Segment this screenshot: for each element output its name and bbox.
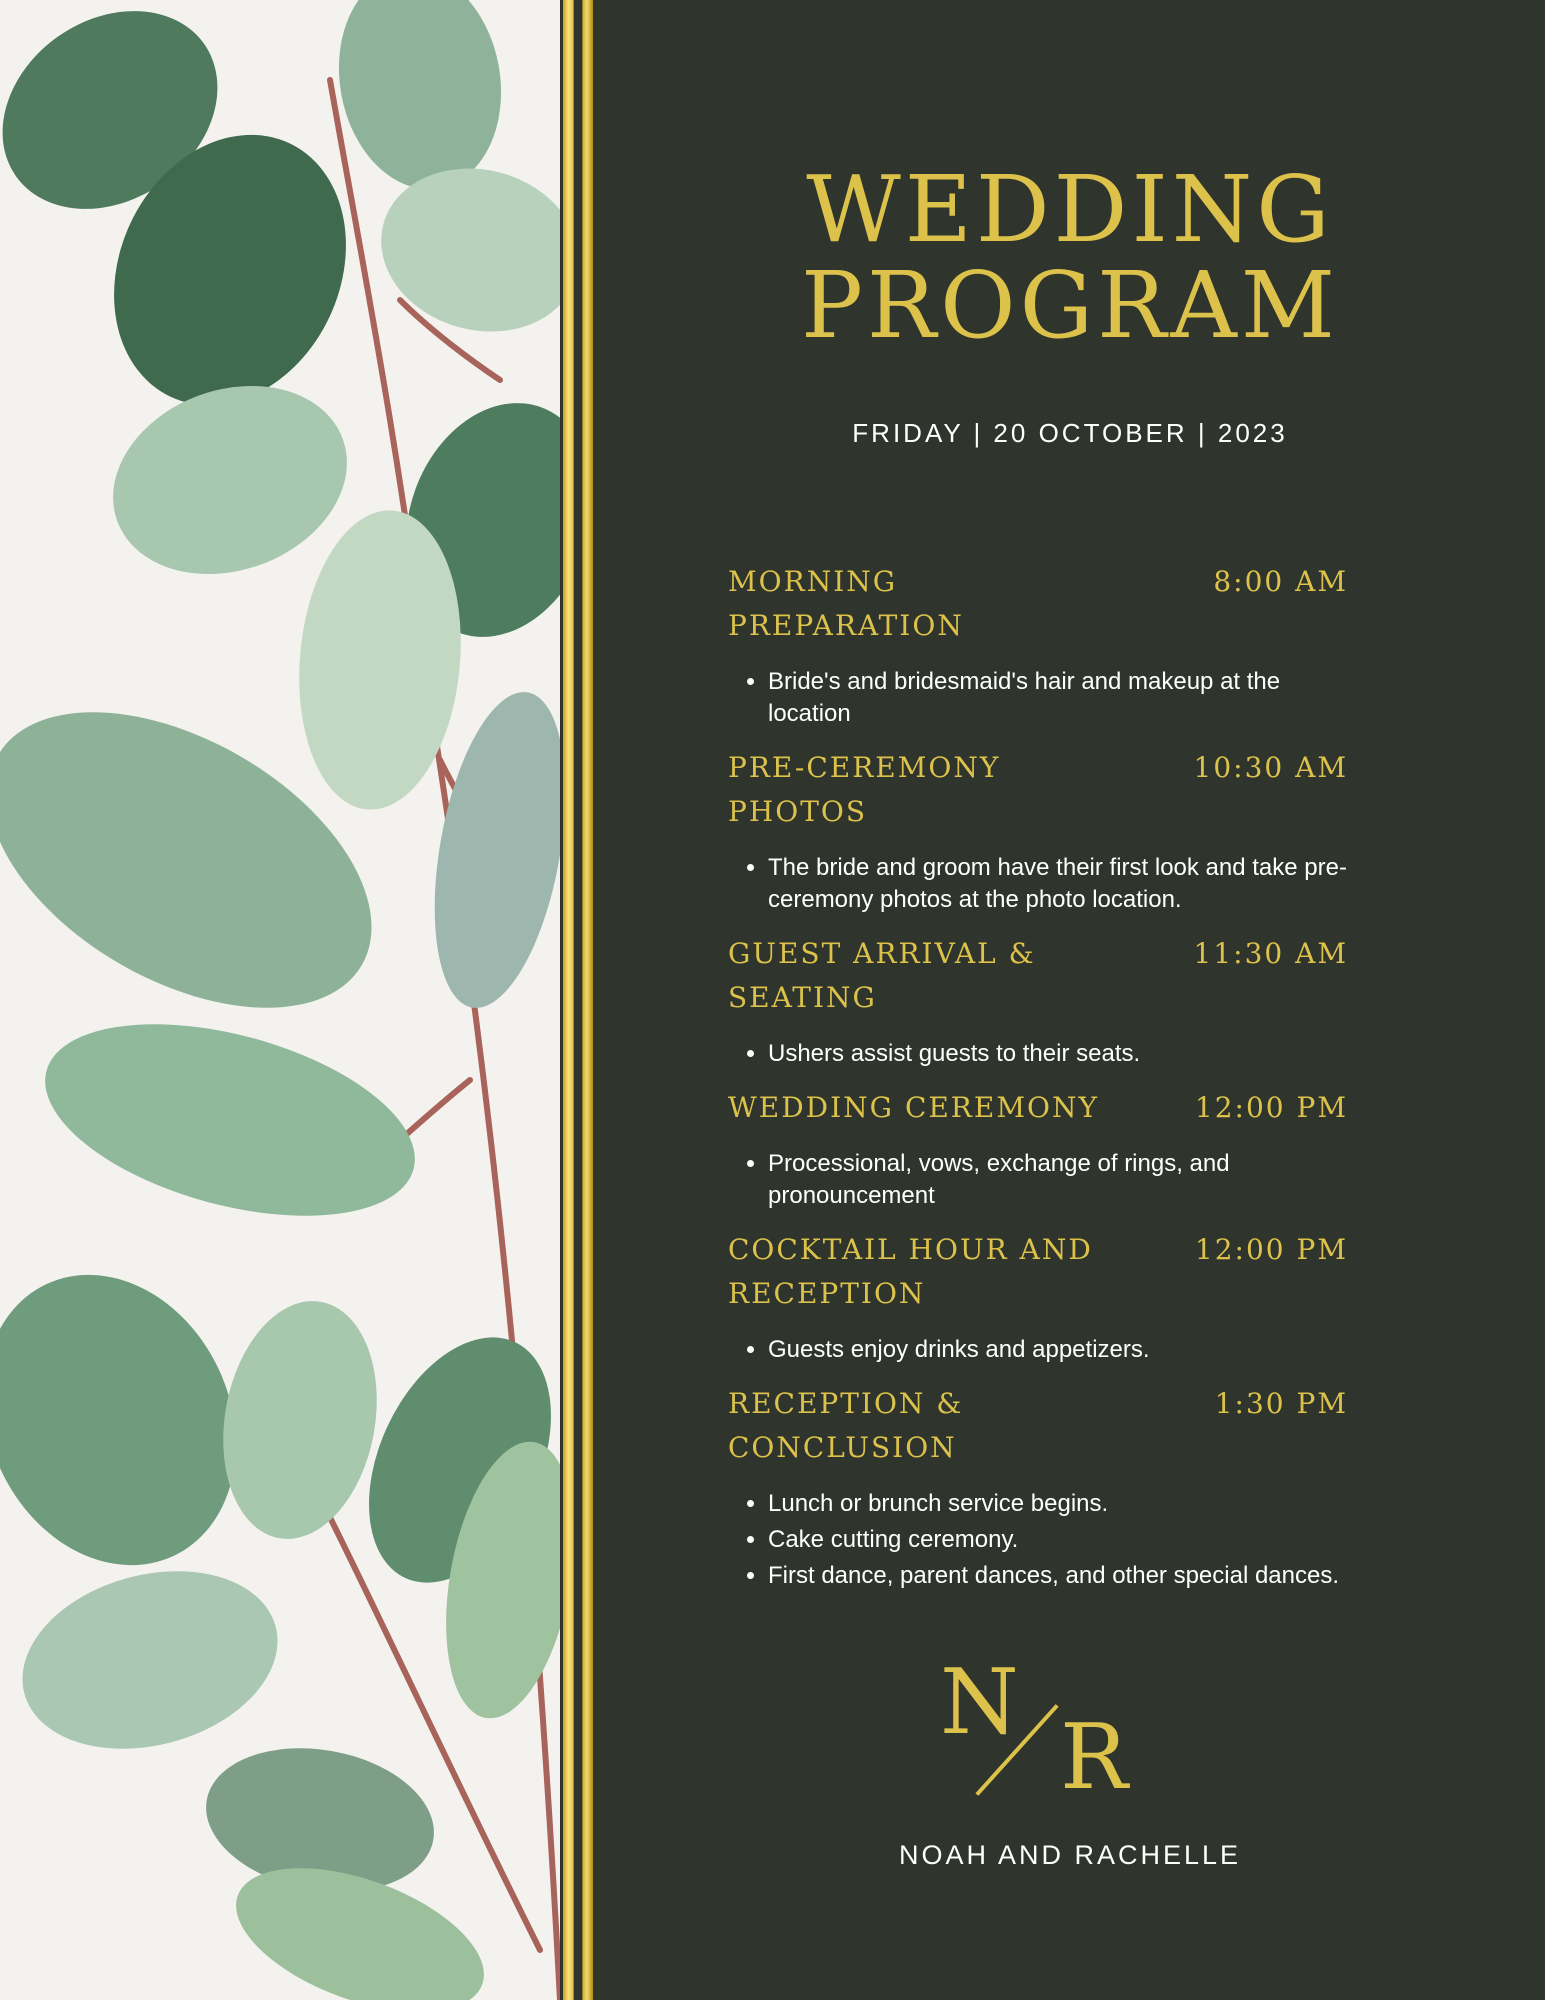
event-time: 8:00 AM — [1213, 565, 1348, 598]
monogram — [595, 1650, 1545, 1810]
event-detail: • Ushers assist guests to their seats. — [768, 1038, 1348, 1070]
event-detail: • Lunch or brunch service begins. — [768, 1488, 1348, 1520]
monogram-initial-n: N — [940, 1650, 1019, 1755]
schedule-item — [728, 560, 1348, 730]
schedule-item — [728, 746, 1348, 916]
event-detail: • Processional, vows, exchange of rings, and pronouncement — [768, 1148, 1348, 1212]
event-name: MORNING PREPARATION — [728, 565, 964, 642]
schedule-item — [728, 932, 1348, 1070]
monogram-initial-r: R — [1060, 1705, 1128, 1810]
event-time: 11:30 AM — [1193, 937, 1348, 970]
event-name: RECEPTION & CONCLUSION — [728, 1387, 964, 1464]
event-name: PRE-CEREMONY PHOTOS — [728, 751, 1001, 828]
couple-names: NOAH AND RACHELLE — [898, 1840, 1242, 1870]
event-detail: • Guests enjoy drinks and appetizers. — [768, 1334, 1348, 1366]
page-title — [595, 156, 1545, 359]
event-name: WEDDING CEREMONY — [728, 1091, 1099, 1124]
event-time: 1:30 PM — [1214, 1387, 1348, 1420]
eucalyptus-illustration — [0, 0, 560, 2000]
schedule-item — [728, 1086, 1348, 1212]
event-time: 12:00 PM — [1194, 1091, 1348, 1124]
event-date: FRIDAY | 20 OCTOBER | 2023 — [852, 418, 1288, 448]
event-detail: • The bride and groom have their first look and take pre-ceremony photos at the photo location. — [768, 852, 1348, 916]
title-line-2: PROGRAM — [801, 252, 1339, 359]
event-detail: • First dance, parent dances, and other special dances. — [768, 1560, 1348, 1592]
event-name: GUEST ARRIVAL & SEATING — [728, 937, 1036, 1014]
event-name: COCKTAIL HOUR AND RECEPTION — [728, 1233, 1093, 1310]
event-time: 12:00 PM — [1194, 1233, 1348, 1266]
title-line-1: WEDDING — [806, 156, 1334, 263]
schedule-item — [728, 1382, 1348, 1592]
event-detail: • Bride's and bridesmaid's hair and makeup at the location — [768, 666, 1348, 730]
event-time: 10:30 AM — [1193, 751, 1348, 784]
program-panel — [595, 0, 1545, 2000]
schedule-item — [728, 1228, 1348, 1366]
event-detail: • Cake cutting ceremony. — [768, 1524, 1348, 1556]
schedule — [728, 560, 1348, 1608]
gold-divider — [563, 0, 593, 2000]
